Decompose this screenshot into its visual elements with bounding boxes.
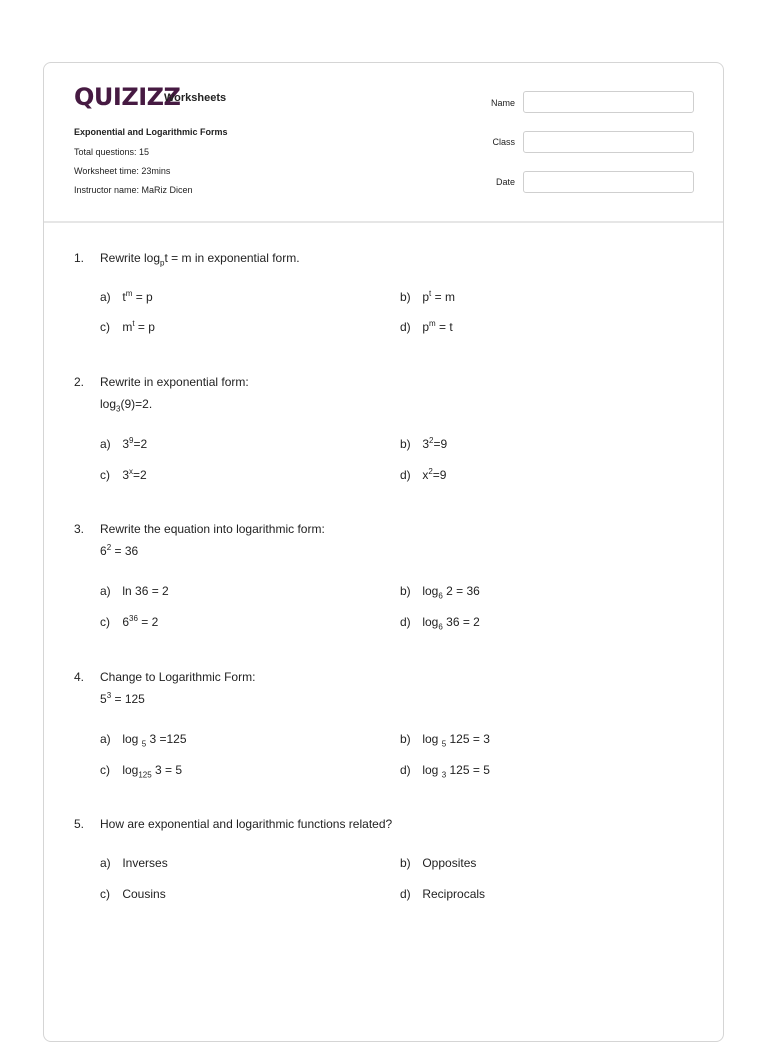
worksheet-header	[44, 63, 723, 223]
option-c: c) $3^x=2$	[100, 467, 147, 482]
question-expression: $\log_3(9)=2$.	[100, 397, 153, 414]
option-c: c) Cousins	[100, 887, 166, 901]
option-a: a) log $_5$ 3 =125	[100, 732, 187, 749]
question-number: 2.	[74, 375, 85, 389]
option-c: c) $6^{36} = 2$	[100, 614, 159, 629]
option-b: b) $3^2=9$	[400, 436, 448, 451]
question-text: Rewrite $\log_pt = m$ in exponential form.	[100, 251, 300, 268]
option-c: c) $m^t = p$	[100, 319, 155, 334]
question-number: 1.	[74, 251, 85, 265]
date-field[interactable]	[523, 171, 694, 193]
question-text: Change to Logarithmic Form:	[100, 670, 256, 684]
class-field[interactable]	[523, 131, 694, 153]
name-label: Name	[490, 98, 515, 108]
option-a: a) Inverses	[100, 856, 168, 870]
total-questions: Total questions: 15	[74, 147, 150, 157]
option-b: b) $\log_6 2 = 36$	[400, 584, 480, 601]
question-text: Rewrite in exponential form:	[100, 375, 249, 389]
option-b: b) Opposites	[400, 856, 477, 870]
worksheet-time: Worksheet time: 23mins	[74, 166, 171, 176]
question-expression: $5^3 = 125$	[100, 691, 145, 706]
option-c: c) $\log_{125} 3 = 5$	[100, 763, 183, 780]
question-number: 3.	[74, 522, 85, 536]
class-label: Class	[492, 137, 515, 147]
instructor-name: Instructor name: MaRiz Dicen	[74, 185, 193, 195]
date-label: Date	[495, 177, 515, 187]
question-expression: $6^2 = 36$	[100, 543, 139, 558]
option-d: d) $\log_6 36 = 2$	[400, 615, 480, 632]
option-a: a) $3^9=2$	[100, 436, 148, 451]
option-d: d) Reciprocals	[400, 887, 486, 901]
logo-subtitle: Worksheets	[164, 92, 227, 104]
option-d: d) log $_3$ 125 = 5	[400, 763, 490, 780]
option-d: d) $p^m = t$	[400, 319, 453, 334]
option-b: b) $p^t = m$	[400, 289, 455, 304]
option-a: a) ln 36 = 2	[100, 584, 169, 598]
option-b: b) log $_5$ 125 = 3	[400, 732, 490, 749]
question-text: How are exponential and logarithmic functions related?	[100, 817, 393, 831]
worksheet-page	[43, 62, 724, 1042]
option-d: d) $x^2=9$	[400, 467, 447, 482]
worksheet-title: Exponential and Logarithmic Forms	[74, 127, 228, 137]
question-number: 4.	[74, 670, 85, 684]
quizizz-logo: QUIZIZZ	[74, 83, 181, 111]
question-text: Rewrite the equation into logarithmic form:	[100, 522, 325, 536]
name-field[interactable]	[523, 91, 694, 113]
option-a: a) $t^m = p$	[100, 289, 153, 304]
question-number: 5.	[74, 817, 85, 831]
